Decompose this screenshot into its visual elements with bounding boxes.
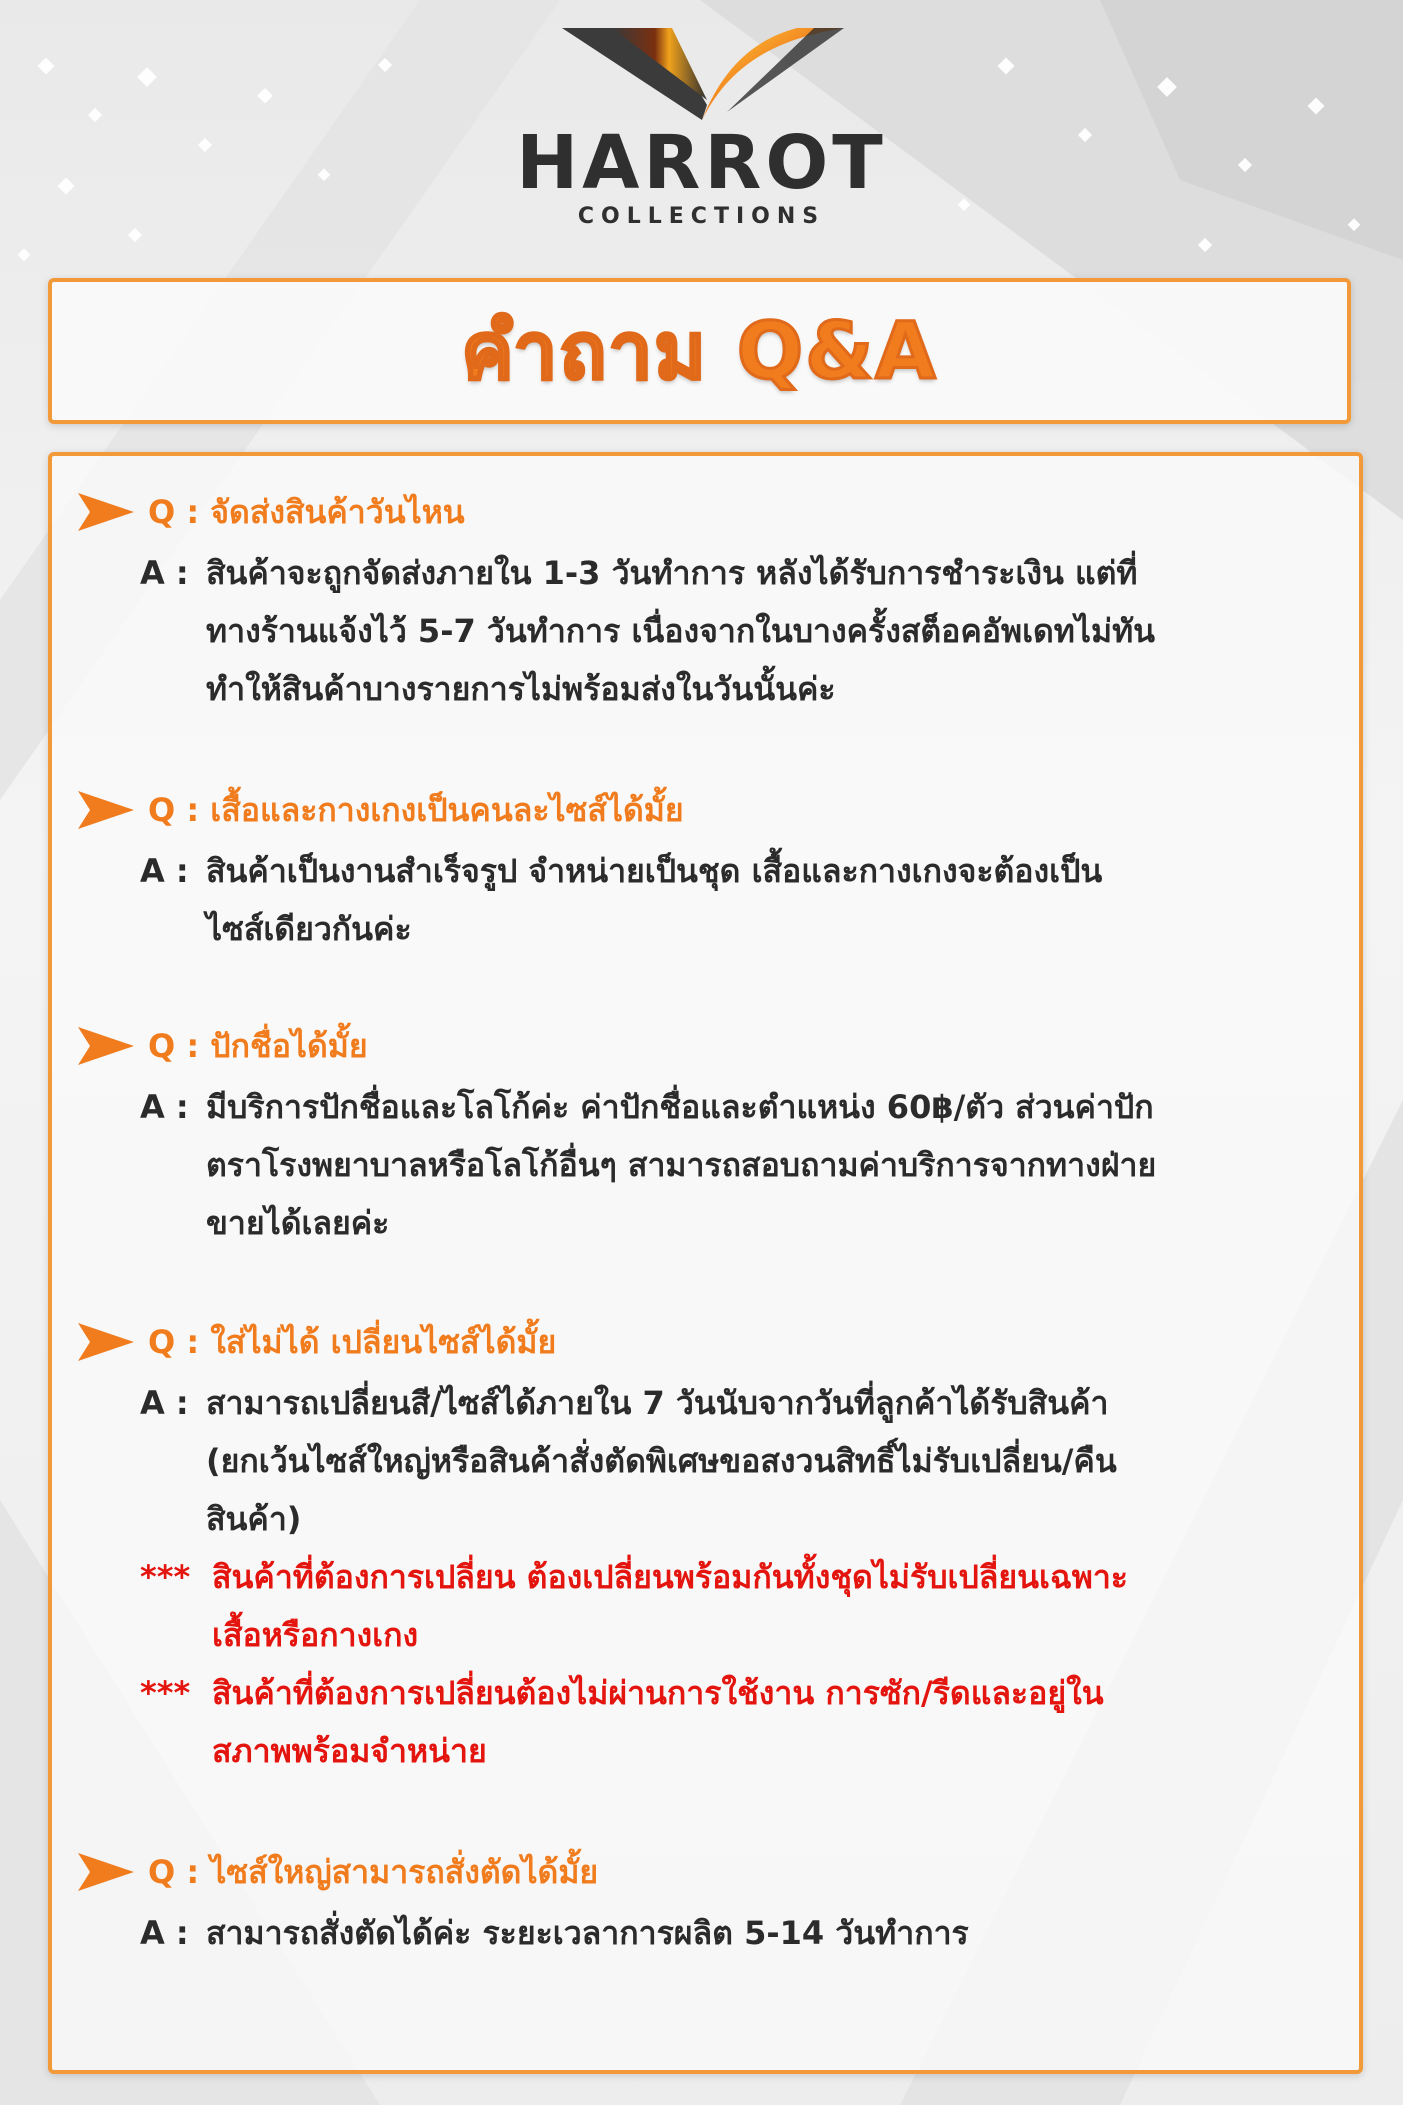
harrot-wings-logo-icon [552,20,852,130]
faq-question: Q : ใส่ไม่ได้ เปลี่ยนไซส์ได้มั้ย [148,1322,557,1361]
faq-question: Q : เสื้อและกางเกงเป็นคนละไซส์ได้มั้ย [148,790,684,829]
notice-line: สภาพพร้อมจำหน่าย [212,1732,487,1770]
brand-subtitle: COLLECTIONS [577,204,826,229]
faq-item [76,782,1339,958]
brand-name: HARROT [516,120,887,206]
faq-question: Q : ปักชื่อได้มั้ย [148,1026,368,1065]
notice-line: สินค้าที่ต้องการเปลี่ยน ต้องเปลี่ยนพร้อมกันทั้งชุดไม่รับเปลี่ยนเฉพาะ [212,1558,1128,1596]
answer-label: A : [140,554,189,592]
answer-line: ขายได้เลยค่ะ [206,1204,390,1242]
title-banner [48,278,1351,424]
answer-label: A : [140,1384,189,1422]
answer-line: สินค้าจะถูกจัดส่งภายใน 1-3 วันทำการ หลังได้รับการชำระเงิน แต่ที่ [206,554,1138,592]
page-title: คำถาม Q&A [461,307,938,397]
arrow-right-icon [76,1025,136,1067]
answer-label: A : [140,1088,189,1126]
faq-panel [48,452,1363,2074]
answer-line: ตราโรงพยาบาลหรือโลโก้อื่นๆ สามารถสอบถามค่าบริการจากทางฝ่าย [206,1146,1157,1184]
answer-line: สินค้าเป็นงานสำเร็จรูป จำหน่ายเป็นชุด เสื้อและกางเกงจะต้องเป็น [206,852,1103,890]
answer-label: A : [140,852,189,890]
faq-item [76,484,1339,718]
brand-logo [480,20,923,250]
notice-marker: *** [140,1674,191,1712]
arrow-right-icon [76,491,136,533]
notice-line: สินค้าที่ต้องการเปลี่ยนต้องไม่ผ่านการใช้งาน การซัก/รีดและอยู่ใน [212,1674,1104,1712]
answer-line: ไซส์เดียวกันค่ะ [206,910,412,948]
answer-line: สามารถเปลี่ยนสี/ไซส์ได้ภายใน 7 วันนับจากวันที่ลูกค้าได้รับสินค้า [206,1384,1109,1422]
answer-line: ทางร้านแจ้งไว้ 5-7 วันทำการ เนื่องจากในบางครั้งสต็อคอัพเดทไม่ทัน [206,612,1156,650]
answer-line: สินค้า) [206,1500,302,1538]
notice-line: เสื้อหรือกางเกง [212,1616,419,1654]
arrow-right-icon [76,789,136,831]
answer-line: ทำให้สินค้าบางรายการไม่พร้อมส่งในวันนั้นค่ะ [206,670,836,708]
faq-item [76,1844,1339,1962]
faq-item [76,1018,1339,1252]
faq-question: Q : ไซส์ใหญ่สามารถสั่งตัดได้มั้ย [148,1852,599,1891]
answer-line: สามารถสั่งตัดได้ค่ะ ระยะเวลาการผลิต 5-14 วันทำการ [206,1914,969,1952]
answer-label: A : [140,1914,189,1952]
arrow-right-icon [76,1321,136,1363]
notice [140,1664,1339,1780]
answer-line: (ยกเว้นไซส์ใหญ่หรือสินค้าสั่งตัดพิเศษขอสงวนสิทธิ์ไม่รับเปลี่ยน/คืน [206,1442,1117,1480]
notice-marker: *** [140,1558,191,1596]
answer-line: มีบริการปักชื่อและโลโก้ค่ะ ค่าปักชื่อและตำแหน่ง 60฿/ตัว ส่วนค่าปัก [206,1088,1154,1126]
faq-question: Q : จัดส่งสินค้าวันไหน [148,492,465,531]
faq-item [76,1314,1339,1780]
arrow-right-icon [76,1851,136,1893]
notice [140,1548,1339,1664]
